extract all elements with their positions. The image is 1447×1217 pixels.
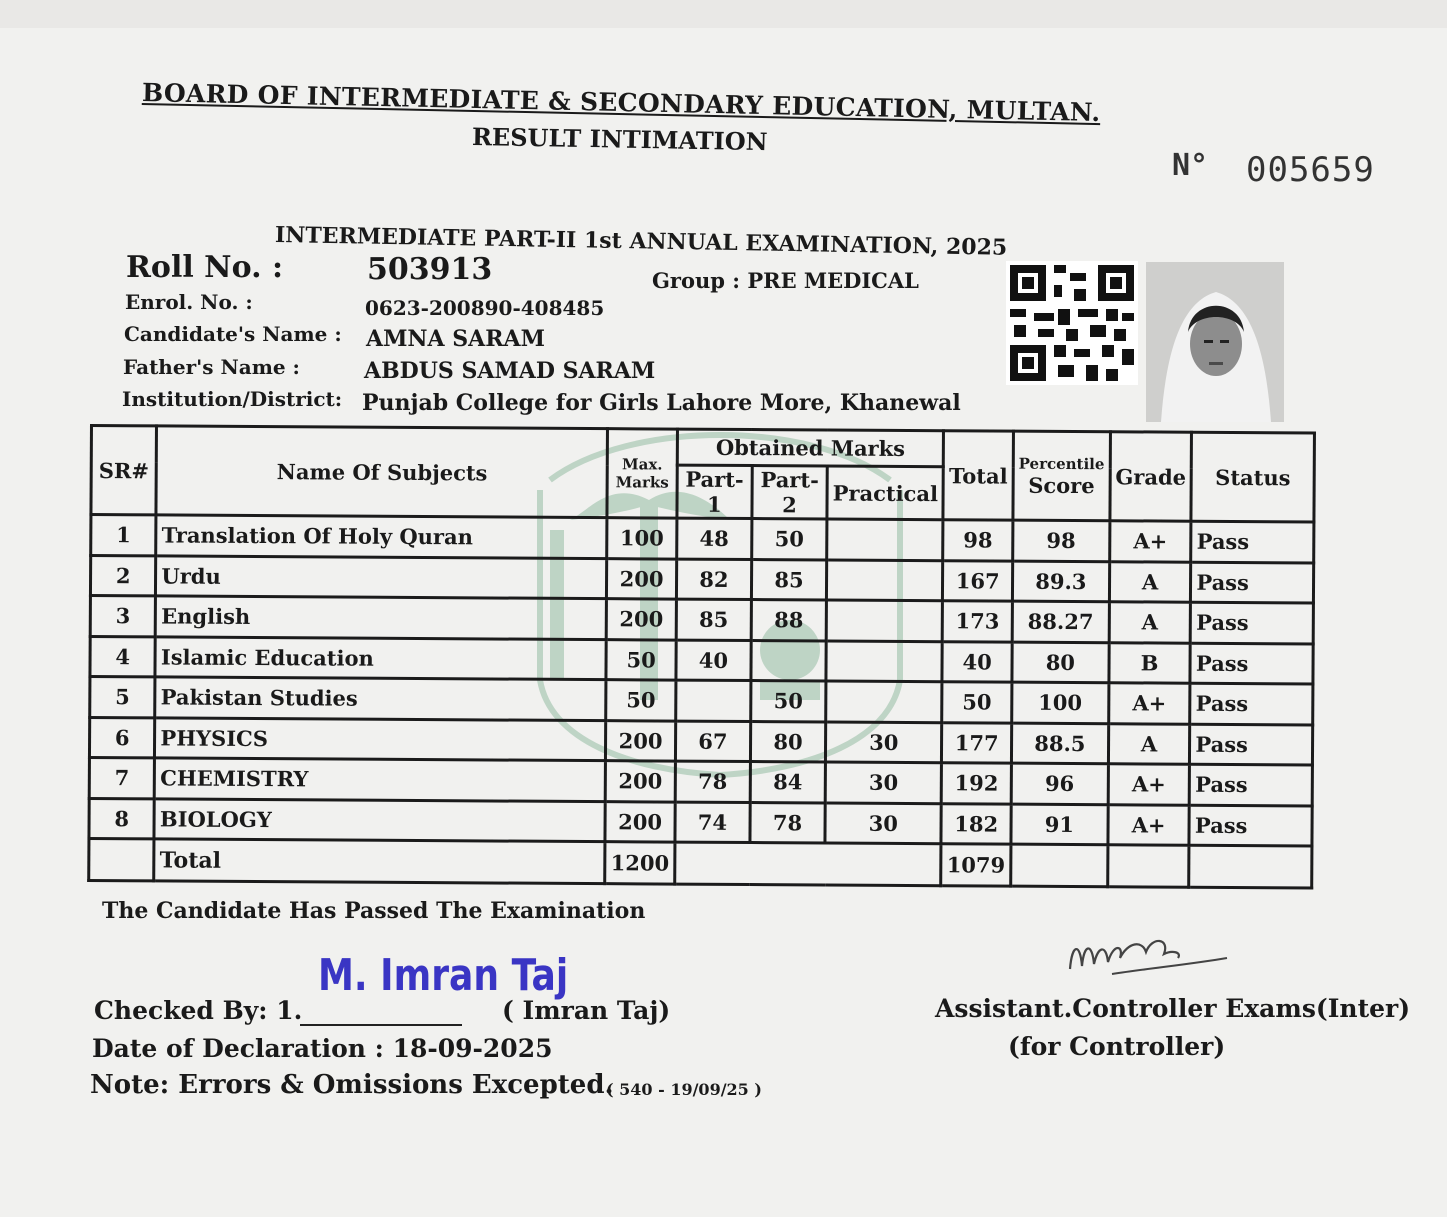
- grade-cell: A+: [1108, 683, 1190, 724]
- part1-cell: [675, 680, 750, 721]
- sr-cell: 1: [91, 515, 157, 556]
- father-name-label: Father's Name :: [123, 355, 300, 379]
- part1-cell: 85: [676, 599, 751, 640]
- sr-cell: 8: [89, 798, 155, 839]
- status-cell: Pass: [1191, 562, 1314, 603]
- grade-cell: A+: [1109, 521, 1191, 562]
- sr-cell: 7: [89, 758, 155, 799]
- grade-cell: A: [1109, 561, 1191, 602]
- serial-number: 005659: [1246, 150, 1375, 190]
- header-total: Total: [943, 431, 1013, 520]
- practical-cell: 30: [826, 722, 943, 763]
- total-score-cell: [1011, 844, 1108, 887]
- total-cell: 98: [943, 520, 1013, 561]
- signatory-title: Assistant.Controller Exams(Inter): [935, 994, 1411, 1023]
- total-grade-cell: [1107, 845, 1189, 887]
- reference-code: ( 540 - 19/09/25 ): [606, 1080, 762, 1099]
- total-status-cell: [1189, 845, 1312, 888]
- part2-cell: 88: [751, 600, 826, 641]
- declaration-date: Date of Declaration : 18-09-2025: [92, 1034, 553, 1063]
- header-max-line2: Marks: [615, 473, 669, 492]
- institution: Punjab College for Girls Lahore More, Khanewal: [362, 390, 961, 416]
- roll-number: 503913: [367, 252, 493, 287]
- status-cell: Pass: [1189, 805, 1312, 846]
- part2-cell: 50: [751, 681, 826, 722]
- total-cell: 167: [943, 560, 1013, 601]
- practical-cell: [826, 641, 943, 682]
- header-percentile: [1013, 431, 1110, 521]
- max-cell: 100: [607, 518, 677, 559]
- checked-by-label: Checked By: 1.: [94, 996, 303, 1025]
- part1-cell: 67: [675, 721, 750, 762]
- header-practical: Practical: [827, 466, 944, 520]
- status-cell: Pass: [1191, 602, 1314, 643]
- father-name: ABDUS SAMAD SARAM: [364, 358, 656, 384]
- signatory-subtitle: (for Controller): [1008, 1032, 1226, 1061]
- candidate-photo: [1146, 262, 1284, 422]
- grade-cell: B: [1109, 642, 1191, 683]
- part2-cell: 84: [750, 762, 825, 803]
- score-cell: 100: [1012, 682, 1109, 723]
- practical-cell: [827, 519, 944, 560]
- header-sr: SR#: [91, 426, 157, 515]
- score-cell: 91: [1011, 804, 1108, 845]
- controller-signature-icon: [1062, 924, 1232, 984]
- total-cell: 40: [942, 641, 1012, 682]
- practical-cell: 30: [825, 802, 942, 843]
- max-cell: 50: [606, 639, 676, 680]
- note: Note: Errors & Omissions Excepted.: [90, 1070, 614, 1100]
- score-cell: 96: [1011, 763, 1108, 804]
- institution-label: Institution/District:: [122, 387, 343, 411]
- status-cell: Pass: [1190, 683, 1313, 724]
- candidate-name: AMNA SARAM: [366, 326, 545, 352]
- qr-code-icon: [1006, 260, 1138, 386]
- part2-cell: 85: [751, 559, 826, 600]
- grade-cell: A+: [1108, 804, 1190, 845]
- total-cell: 50: [942, 682, 1012, 723]
- enrol-label: Enrol. No. :: [125, 290, 253, 314]
- score-cell: 89.3: [1012, 561, 1109, 602]
- header-max-line1: Max.: [622, 455, 663, 474]
- header-obtained: Obtained Marks: [677, 429, 944, 467]
- part1-cell: 48: [676, 518, 751, 559]
- practical-cell: [826, 681, 943, 722]
- part2-cell: 78: [750, 802, 825, 843]
- grade-cell: A+: [1108, 764, 1190, 805]
- board-heading: BOARD OF INTERMEDIATE & SECONDARY EDUCATION, MULTAN.: [141, 78, 1101, 128]
- total-max: 1200: [605, 842, 675, 884]
- checker-signature: M. Imran Taj: [318, 950, 569, 1001]
- part1-cell: 78: [675, 761, 750, 802]
- checker-name: ( Imran Taj): [502, 996, 671, 1025]
- header-percentile-line1: Percentile: [1018, 454, 1105, 473]
- total-cell: 177: [942, 722, 1012, 763]
- sr-cell: 2: [90, 555, 156, 596]
- score-cell: 80: [1012, 642, 1109, 683]
- part2-cell: [751, 640, 826, 681]
- max-cell: 200: [607, 558, 677, 599]
- header-status: Status: [1191, 432, 1314, 522]
- group: Group : PRE MEDICAL: [652, 268, 919, 293]
- total-blank-cell: [674, 842, 941, 886]
- subject-cell: Islamic Education: [155, 636, 606, 679]
- header-grade: Grade: [1110, 432, 1192, 521]
- max-cell: 200: [606, 761, 676, 802]
- total-row: [89, 839, 1312, 888]
- part1-cell: 40: [676, 640, 751, 681]
- total-cell: 192: [942, 763, 1012, 804]
- total-sr-cell: [89, 839, 155, 881]
- subject-cell: PHYSICS: [155, 717, 606, 760]
- part1-cell: 74: [675, 802, 750, 843]
- candidate-name-label: Candidate's Name :: [124, 322, 342, 346]
- score-cell: 88.5: [1011, 723, 1108, 764]
- total-obtained: 1079: [941, 844, 1011, 886]
- grade-cell: A: [1108, 723, 1190, 764]
- header-part2: Part-2: [752, 466, 827, 519]
- total-label: Total: [154, 839, 605, 884]
- sr-cell: 4: [90, 636, 156, 677]
- sr-cell: 3: [90, 596, 156, 637]
- grade-cell: A: [1109, 602, 1191, 643]
- subject-cell: English: [156, 596, 607, 639]
- header-subject: Name Of Subjects: [156, 426, 608, 518]
- subject-cell: Urdu: [156, 555, 607, 598]
- practical-cell: [826, 600, 943, 641]
- total-cell: 182: [941, 803, 1011, 844]
- status-cell: Pass: [1191, 521, 1314, 562]
- results-table: [87, 424, 1316, 889]
- checked-by-line: [300, 1024, 462, 1026]
- serial-label: N°: [1172, 148, 1209, 183]
- part2-cell: 80: [750, 721, 825, 762]
- max-cell: 200: [606, 720, 676, 761]
- header-max: [607, 429, 677, 518]
- max-cell: 200: [607, 599, 677, 640]
- max-cell: 200: [605, 801, 675, 842]
- roll-label: Roll No. :: [126, 250, 284, 285]
- part1-cell: 82: [676, 559, 751, 600]
- enrol-number: 0623-200890-408485: [365, 296, 605, 320]
- subject-cell: Translation Of Holy Quran: [156, 515, 607, 558]
- subject-cell: BIOLOGY: [154, 798, 605, 841]
- header-part1: Part-1: [677, 465, 752, 518]
- header-percentile-line2: Score: [1028, 472, 1095, 498]
- practical-cell: [827, 560, 944, 601]
- pass-statement: The Candidate Has Passed The Examination: [102, 898, 646, 924]
- document-title: RESULT INTIMATION: [471, 122, 768, 157]
- practical-cell: 30: [825, 762, 942, 803]
- status-cell: Pass: [1190, 643, 1313, 684]
- exam-title: INTERMEDIATE PART-II 1st ANNUAL EXAMINATION, 2025: [274, 222, 1008, 261]
- score-cell: 98: [1013, 520, 1110, 561]
- status-cell: Pass: [1190, 764, 1313, 805]
- part2-cell: 50: [752, 519, 827, 560]
- sr-cell: 5: [90, 677, 156, 718]
- sr-cell: 6: [89, 717, 155, 758]
- subject-cell: CHEMISTRY: [155, 758, 606, 801]
- total-cell: 173: [943, 601, 1013, 642]
- score-cell: 88.27: [1012, 601, 1109, 642]
- subject-cell: Pakistan Studies: [155, 677, 606, 720]
- status-cell: Pass: [1190, 724, 1313, 765]
- max-cell: 50: [606, 680, 676, 721]
